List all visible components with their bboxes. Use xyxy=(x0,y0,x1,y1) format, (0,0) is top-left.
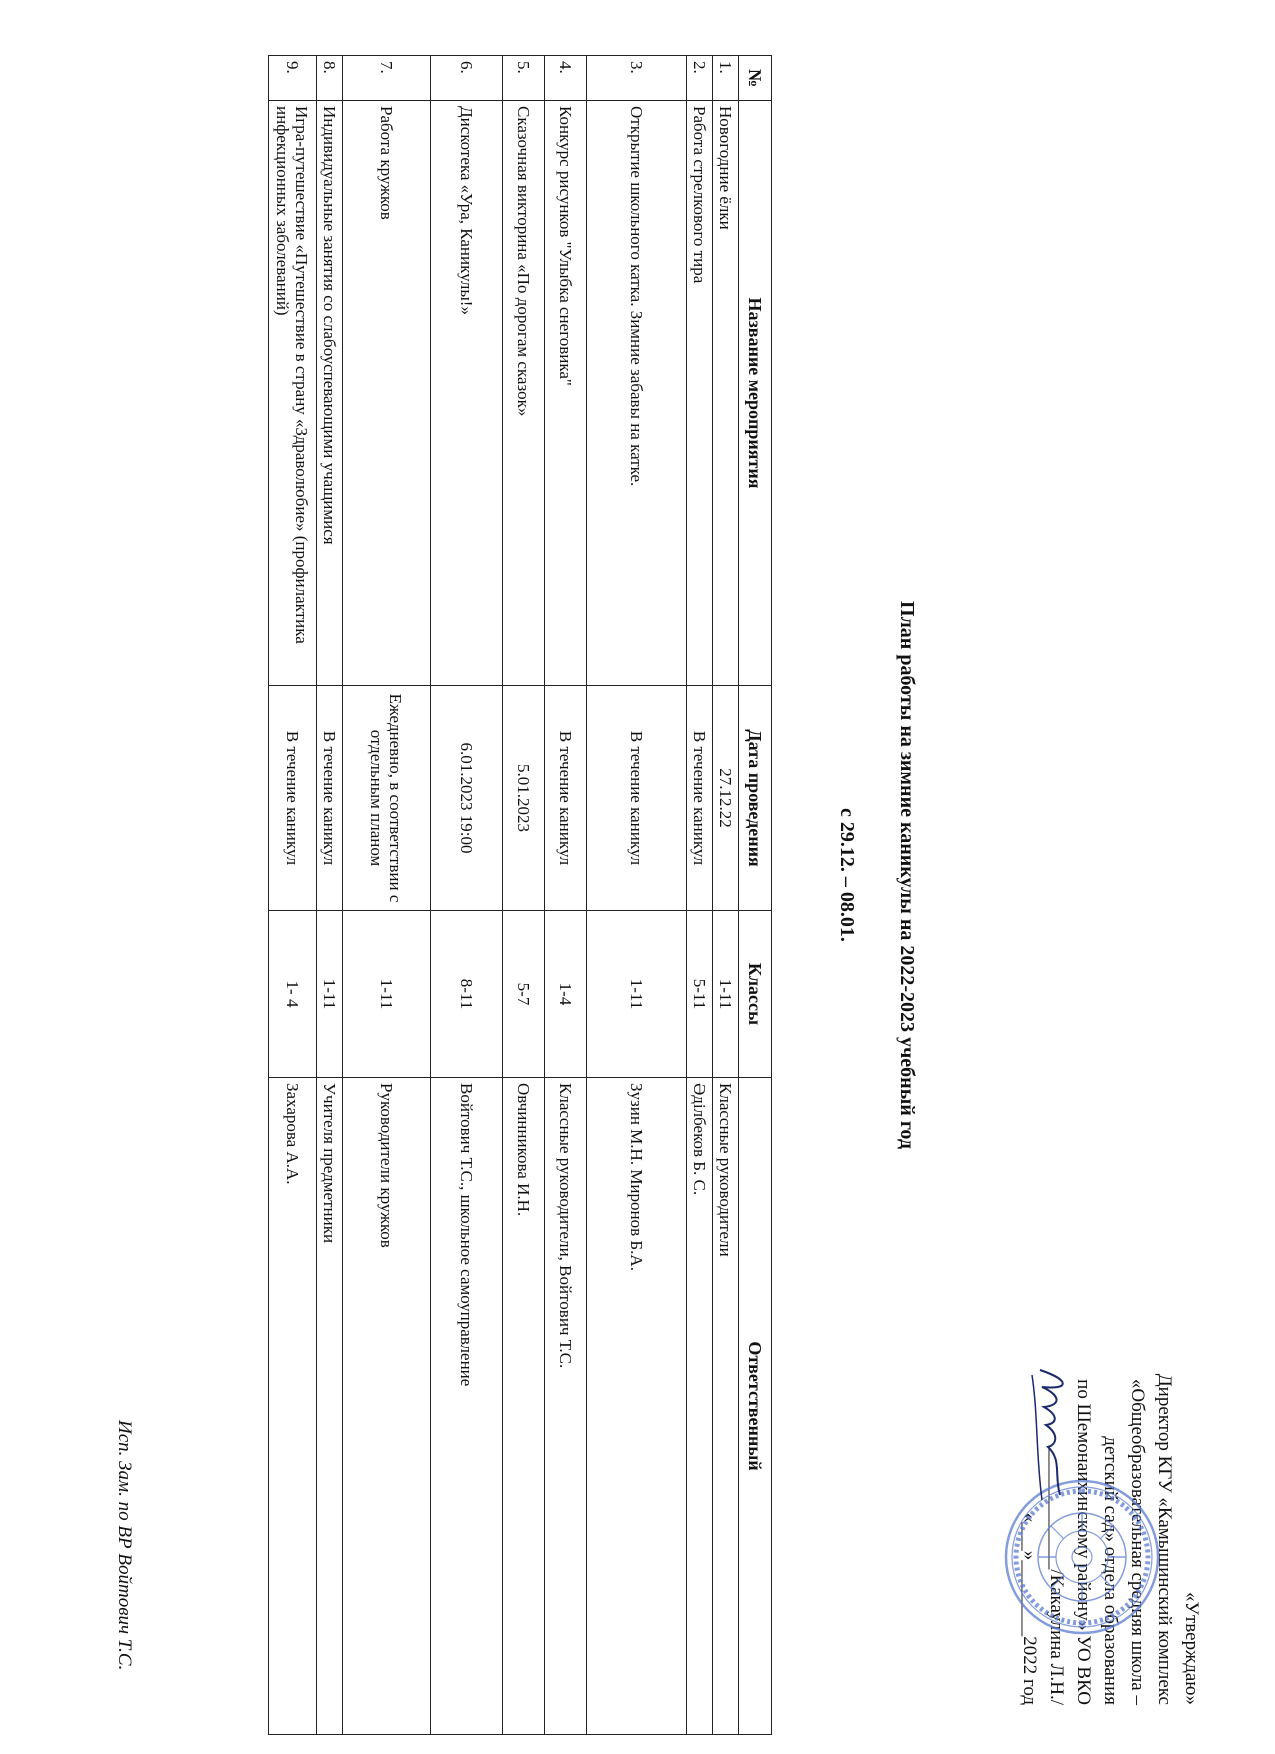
row-responsible: Әділбеков Б. С. xyxy=(687,1078,713,1735)
table-row xyxy=(269,56,317,1735)
row-date: В течение каникул xyxy=(587,686,687,911)
row-date: 5.01.2023 xyxy=(503,686,545,911)
table-row xyxy=(503,56,545,1735)
row-num: 6. xyxy=(431,56,503,101)
row-classes: 1-11 xyxy=(343,911,431,1078)
row-num: 9. xyxy=(269,56,317,101)
row-date: 6.01.2023 19:00 xyxy=(431,686,503,911)
row-classes: 5-11 xyxy=(687,911,713,1078)
row-responsible: Захарова А.А. xyxy=(269,1078,317,1735)
rotated-sheet xyxy=(55,25,1220,1725)
header-date: Дата проведения xyxy=(739,686,772,911)
table-header-row xyxy=(739,56,772,1735)
approval-line: «Общеобразовательная средняя школа – xyxy=(1127,1378,1148,1705)
row-date: В течение каникул xyxy=(687,686,713,911)
approval-line: _____________/Какаулина Л.Н./ xyxy=(1046,1445,1067,1705)
signature-icon xyxy=(1020,1365,1080,1505)
table-row xyxy=(713,56,739,1735)
row-date: Ежедневно, в соответствии с отдельным планом xyxy=(343,686,431,911)
row-name: Конкурс рисунков "Улыбка снеговика" xyxy=(545,101,587,686)
row-classes: 5-7 xyxy=(503,911,545,1078)
row-num: 5. xyxy=(503,56,545,101)
row-date: В течение каникул xyxy=(269,686,317,911)
row-classes: 1-4 xyxy=(545,911,587,1078)
row-date: В течение каникул xyxy=(545,686,587,911)
table-row xyxy=(317,56,343,1735)
approval-line: по Шемонаихинскому району» УО ВКО xyxy=(1073,1379,1094,1705)
row-name: Открытие школьного катка. Зимние забавы на катке. xyxy=(587,101,687,686)
date-range: с 29.12. – 08.01. xyxy=(836,808,858,942)
row-responsible: Классные руководители xyxy=(713,1078,739,1735)
page-title: План работы на зимние каникулы на 2022-2023 учебный год xyxy=(896,601,918,1149)
row-num: 2. xyxy=(687,56,713,101)
table-row xyxy=(587,56,687,1735)
row-classes: 1- 4 xyxy=(269,911,317,1078)
approval-line: детский сад» отдела образования xyxy=(1100,1436,1121,1705)
row-classes: 1-11 xyxy=(317,911,343,1078)
approval-line: «Утверждаю» xyxy=(1181,1592,1202,1705)
row-date: 27.12.22 xyxy=(713,686,739,911)
executor-note: Исп. Зам. по ВР Войтович Т.С. xyxy=(114,1420,135,1671)
row-num: 3. xyxy=(587,56,687,101)
row-responsible: Классные руководители, Войтович Т.С. xyxy=(545,1078,587,1735)
row-date: В течение каникул xyxy=(317,686,343,911)
row-name: Работа стрелкового тира xyxy=(687,101,713,686)
header-responsible: Ответственный xyxy=(739,1078,772,1735)
row-name: Новогодние ёлки xyxy=(713,101,739,686)
row-responsible: Руководители кружков xyxy=(343,1078,431,1735)
approval-line: Директор КГУ «Камышинский комплекс xyxy=(1154,1373,1175,1705)
row-responsible: Овчинникова И.Н. xyxy=(503,1078,545,1735)
row-responsible: Зузин М.Н. Миронов Б.А. xyxy=(587,1078,687,1735)
row-classes: 8-11 xyxy=(431,911,503,1078)
row-name: Сказочная викторина «По дорогам сказок» xyxy=(503,101,545,686)
header-num: № xyxy=(739,56,772,101)
approval-line: «___»________2022 год xyxy=(1019,1512,1040,1705)
row-num: 8. xyxy=(317,56,343,101)
table-row xyxy=(431,56,503,1735)
row-name: Индивидуальные занятия со слабоуспевающими учащимися xyxy=(317,101,343,686)
header-name: Название мероприятия xyxy=(739,101,772,686)
row-num: 1. xyxy=(713,56,739,101)
table-row xyxy=(343,56,431,1735)
table-row xyxy=(545,56,587,1735)
row-responsible: Учителя предметники xyxy=(317,1078,343,1735)
row-name: Дискотека «Ура, Каникулы!» xyxy=(431,101,503,686)
row-name: Работа кружков xyxy=(343,101,431,686)
row-name: Игра-путешествие «Путешествие в страну «Здраволюбие» (профилактика инфекционных заболеваний) xyxy=(269,101,317,686)
row-responsible: Войтович Т.С., школьное самоуправление xyxy=(431,1078,503,1735)
events-table xyxy=(268,55,772,1735)
row-num: 4. xyxy=(545,56,587,101)
signature-graphic xyxy=(1020,1365,1080,1505)
header-classes: Классы xyxy=(739,911,772,1078)
row-classes: 1-11 xyxy=(713,911,739,1078)
table-row xyxy=(687,56,713,1735)
row-num: 7. xyxy=(343,56,431,101)
row-classes: 1-11 xyxy=(587,911,687,1078)
